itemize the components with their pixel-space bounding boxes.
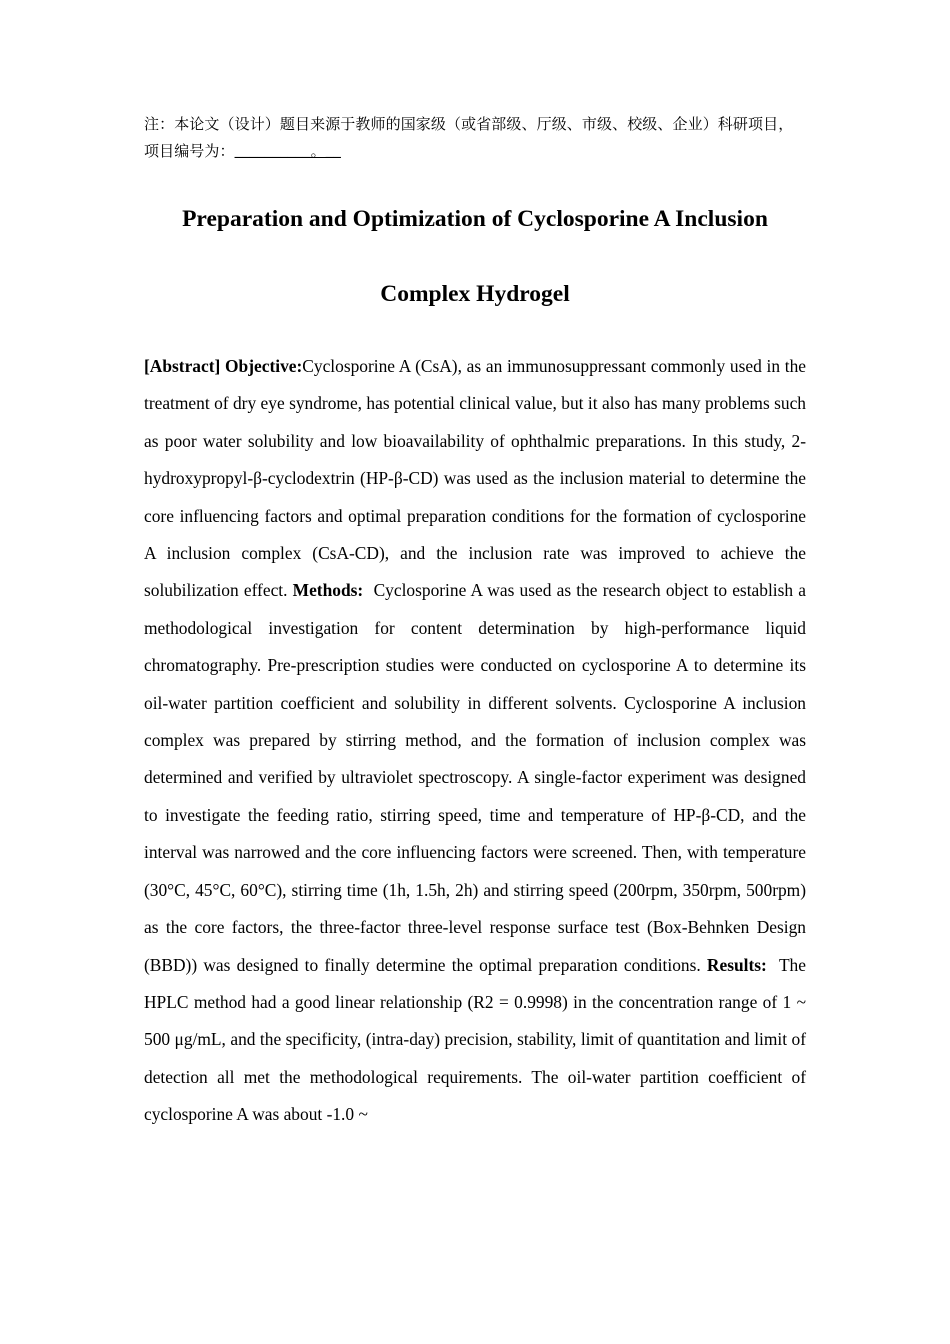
objective-text: Cyclosporine A (CsA), as an immunosuppressant commonly used in the treatment of dry eye syndrome, has potential clinical value, but it also has many problems such as poor water solubility and low bioavailability of ophthalmic preparations. In this study, 2-hydroxypropyl-β-cyclodextrin (HP-β-CD) was used as the inclusion material to determine the core influencing factors and optimal preparation conditions for the formation of cyclosporine A inclusion complex (CsA-CD), and the inclusion rate was improved to achieve the solubilization effect.: [144, 356, 806, 601]
title-line-2: Complex Hydrogel: [380, 281, 570, 307]
objective-label: Objective:: [225, 356, 303, 376]
results-label: Results:: [706, 954, 767, 975]
paper-title: [124, 182, 826, 332]
title-line-1: Preparation and Optimization of Cyclosporine A Inclusion: [182, 206, 768, 232]
methods-label: Methods:: [292, 580, 364, 601]
abstract-paragraph: [144, 348, 806, 1134]
abstract-label: [Abstract]: [144, 356, 221, 376]
methods-text: Cyclosporine A was used as the research object to establish a methodological investigation for content determination by high-performance liquid chromatography. Pre-prescription studies were conducted on cyclosporine A to determine its oil-water partition coefficient and solubility in different solvents. Cyclosporine A inclusion complex was prepared by stirring method, and the formation of inclusion complex was determined and verified by ultraviolet spectroscopy. A single-factor experiment was designed to investigate the feeding ratio, stirring speed, time and temperature of HP-β-CD, and the interval was narrowed and the core influencing factors were screened. Then, with temperature (30°C, 45°C, 60°C), stirring time (1h, 1.5h, 2h) and stirring speed (200rpm, 350rpm, 500rpm) as the core factors, the three-factor three-level response surface test (Box-Behnken Design (BBD)) was designed to finally determine the optimal preparation conditions.: [144, 580, 806, 975]
project-number-blank: __________。__: [234, 144, 341, 160]
note-text: 注：本论文（设计）题目来源于教师的国家级（或省部级、厅级、市级、校级、企业）科研项目，项目编号为：: [144, 117, 794, 160]
document-page: [144, 112, 806, 1134]
results-text: The HPLC method had a good linear relationship (R2 = 0.9998) in the concentration range of 1 ~ 500 μg/mL, and the specificity, (intra-day) precision, stability, limit of quantitation and limit of detection all met the methodological requirements. The oil-water partition coefficient of cyclosporine A was about -1.0 ~: [144, 954, 806, 1125]
project-source-note: [144, 112, 806, 166]
